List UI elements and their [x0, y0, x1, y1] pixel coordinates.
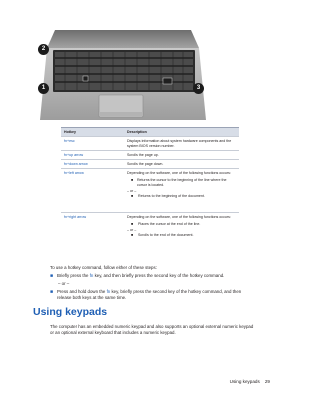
- hotkey-cell: fn+up arrow: [64, 153, 84, 157]
- section-heading: Using keypads: [33, 306, 108, 318]
- hotkey-table: [61, 127, 239, 252]
- hotkey-cell: fn+esc: [64, 139, 75, 143]
- page-number: 29: [264, 379, 270, 384]
- list-item-text: Returns to the beginning of the document.: [138, 194, 205, 198]
- or-separator: – or –: [58, 281, 70, 286]
- page-footer: [230, 379, 270, 384]
- column-header-hotkey: Hotkey: [64, 130, 76, 134]
- table-row: [61, 159, 239, 168]
- laptop-keyboard-illustration: [33, 28, 210, 125]
- hotkey-cell: fn+down arrow: [64, 162, 88, 166]
- list-item-text: Returns the cursor to the beginning of the line where the cursor is located.: [136, 178, 227, 187]
- table-row: [61, 212, 239, 252]
- list-item: [131, 194, 237, 199]
- description-cell: [127, 213, 239, 252]
- bullet-icon: ■: [131, 178, 134, 182]
- table-row: [61, 168, 239, 212]
- table-row: [61, 150, 239, 159]
- callout-1: 1: [38, 83, 49, 94]
- callout-3: 3: [193, 83, 204, 94]
- step-1-text: Briefly press the fn key, and then briefly press the second key of the hotkey command.: [57, 273, 225, 278]
- list-item: [131, 178, 237, 188]
- list-item: [131, 233, 237, 238]
- hotkey-cell: fn+right arrow: [64, 215, 87, 219]
- list-item-text: Scrolls to the end of the document.: [138, 233, 194, 237]
- description-cell: Scrolls the page down.: [127, 162, 164, 166]
- column-header-description: Description: [127, 130, 147, 134]
- bullet-icon: ■: [131, 194, 134, 198]
- fn-key-label: fn: [106, 289, 111, 294]
- step-2: [50, 289, 241, 301]
- description-text: Depending on the software, one of the following functions occurs:: [127, 215, 231, 219]
- keypad-paragraph: The computer has an embedded numeric keypad and also supports an optional external numeric keypad or an optional external keyboard that includes a numeric keypad.: [50, 324, 254, 335]
- description-cell: [127, 169, 239, 212]
- list-item-text: Places the cursor at the end of the line.: [138, 222, 201, 226]
- description-text: Depending on the software, one of the following functions occurs:: [127, 171, 231, 175]
- table-header: [61, 127, 239, 136]
- description-cell: Scrolls the page up.: [127, 153, 159, 157]
- step-2-text: Press and hold down the fn key, briefly press the second key of the hotkey command, and then release both keys at the same time.: [57, 289, 242, 300]
- fn-key-label: fn: [89, 273, 94, 278]
- bullet-icon: ■: [131, 233, 134, 237]
- or-separator: – or –: [127, 228, 137, 232]
- keyboard-drawing: [33, 28, 210, 125]
- intro-text: To use a hotkey command, follow either of these steps:: [50, 265, 157, 270]
- description-cell: Displays information about system hardware components and the system BIOS version number.: [127, 139, 232, 148]
- bullet-icon: ■: [131, 222, 134, 226]
- hotkey-cell: fn+left arrow: [64, 171, 84, 175]
- step-1: [50, 273, 224, 279]
- footer-section: Using keypads: [229, 379, 260, 384]
- callout-2: 2: [38, 44, 49, 55]
- bullet-icon: ■: [50, 273, 54, 279]
- table-row: [61, 136, 239, 150]
- or-separator: – or –: [127, 189, 137, 193]
- bullet-icon: ■: [50, 289, 54, 295]
